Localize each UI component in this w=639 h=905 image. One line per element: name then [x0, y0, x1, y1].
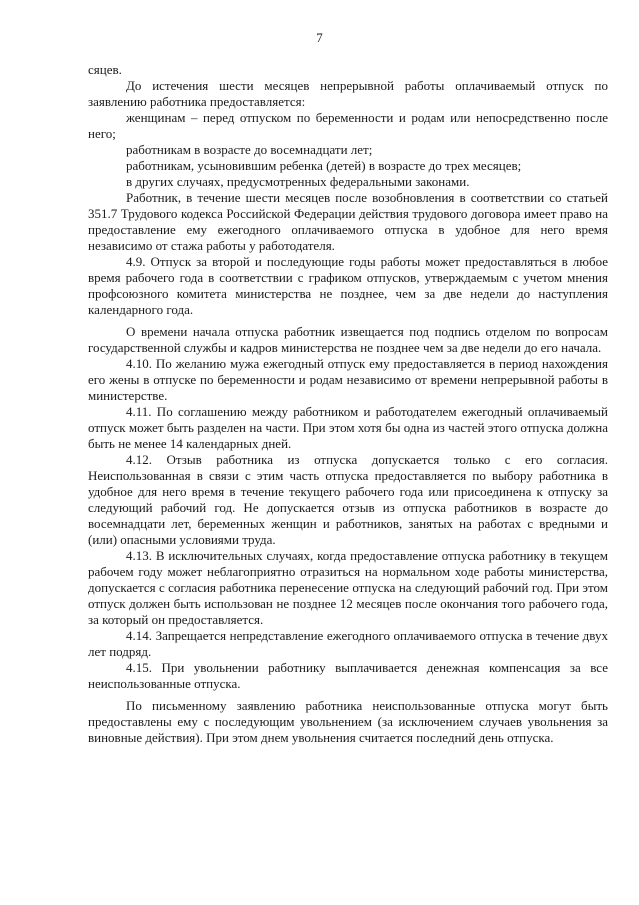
paragraph-dismissal: По письменному заявлению работника неиспользованные отпуска могут быть предоставлены ему с последующим увольнением (за исключением случаев увольнения за виновные действия). При этом днем увольнения считается последний день отпуска. [88, 698, 608, 745]
list-item-other-cases: в других случаях, предусмотренных федеральными законами. [126, 174, 470, 189]
paragraph-4-12: 4.12. Отзыв работника из отпуска допускается только с его согласия. Неиспользованная в связи с этим часть отпуска предоставляется по выбору работника в удобное для него время в течение текущего рабочего года или присоединена к отпуску за следующий рабочий год. Не допускается отзыв из отпуска работников в возрасте до восемнадцати лет, беременных женщин и работников, занятых на работах с вредными и (или) опасными условиями труда. [88, 452, 608, 547]
paragraph-notification: О времени начала отпуска работник извещается под подпись отделом по вопросам государственной службы и кадров министерства не позднее чем за две недели до его начала. [88, 324, 608, 355]
document-body [88, 62, 608, 746]
page-number: 7 [316, 30, 323, 45]
paragraph-resumption: Работник, в течение шести месяцев после возобновления в соответствии со статьей 351.7 Трудового кодекса Российской Федерации действия трудового договора имеет право на предоставление ему ежегодного оплачиваемого отпуска в удобное для него время независимо от стажа работы у работодателя. [88, 190, 608, 253]
paragraph-continuation: сяцев. [88, 62, 122, 77]
list-item-women: женщинам – перед отпуском по беременности и родам или непосредственно после него; [88, 110, 608, 141]
paragraph-vacation-intro: До истечения шести месяцев непрерывной работы оплачиваемый отпуск по заявлению работника предоставляется: [88, 78, 608, 109]
paragraph-4-9: 4.9. Отпуск за второй и последующие годы работы может предоставляться в любое время рабочего года в соответствии с графиком отпусков, утверждаемым с учетом мнения профсоюзного комитета министерства не позднее, чем за две недели до наступления календарного года. [88, 254, 608, 317]
paragraph-4-10: 4.10. По желанию мужа ежегодный отпуск ему предоставляется в период нахождения его жены в отпуске по беременности и родам независимо от времени непрерывной работы в министерстве. [88, 356, 608, 403]
paragraph-4-14: 4.14. Запрещается непредставление ежегодного оплачиваемого отпуска в течение двух лет подряд. [88, 628, 608, 659]
list-item-adoption: работникам, усыновившим ребенка (детей) в возрасте до трех месяцев; [126, 158, 522, 173]
paragraph-4-13: 4.13. В исключительных случаях, когда предоставление отпуска работнику в текущем рабочем году может неблагоприятно отразиться на нормальном ходе работы министерства, допускается с согласия работника перенесение отпуска на следующий рабочий год. При этом отпуск должен быть использован не позднее 12 месяцев после окончания того рабочего года, за который он предоставляется. [88, 548, 608, 627]
paragraph-4-15: 4.15. При увольнении работнику выплачивается денежная компенсация за все неиспользованные отпуска. [88, 660, 608, 691]
paragraph-4-11: 4.11. По соглашению между работником и работодателем ежегодный оплачиваемый отпуск может быть разделен на части. При этом хотя бы одна из частей этого отпуска должна быть не менее 14 календарных дней. [88, 404, 608, 451]
list-item-minors: работникам в возрасте до восемнадцати лет; [126, 142, 373, 157]
